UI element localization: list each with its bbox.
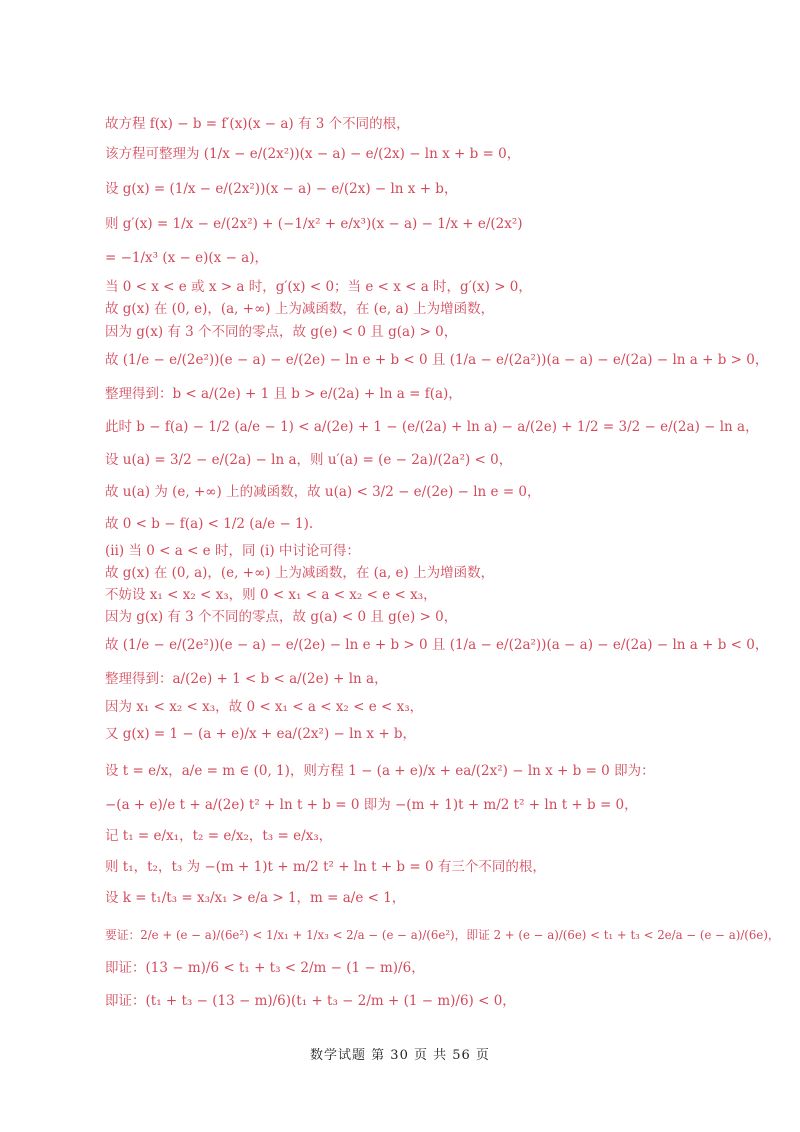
solution-line-12: 设 u(a) = 3/2 − e/(2a) − ln a，则 u′(a) = (e − 2a)/(2a²) < 0， [105,452,513,468]
solution-line-4: 则 g′(x) = 1/x − e/(2x²) + (−1/x² + e/x³)(x − a) − 1/x + e/(2x²) [105,216,523,232]
solution-line-17: 不妨设 x₁ < x₂ < x₃，则 0 < x₁ < a < x₂ < e < x₃， [105,587,437,603]
solution-line-1: 故方程 f(x) − b = f′(x)(x − a) 有 3 个不同的根， [105,116,410,132]
solution-line-7: 故 g(x) 在 (0, e)，(a, +∞) 上为减函数，在 (e, a) 上为增函数， [105,301,495,317]
solution-line-30: 即证：(t₁ + t₃ − (13 − m)/6)(t₁ + t₃ − 2/m + (1 − m)/6) < 0， [105,993,516,1009]
solution-line-22: 又 g(x) = 1 − (a + e)/x + ea/(2x²) − ln x + b， [105,726,417,742]
solution-line-20: 整理得到：a/(2e) + 1 < b < a/(2e) + ln a， [105,671,388,687]
solution-line-26: 则 t₁，t₂，t₃ 为 −(m + 1)t + m/2 t² + ln t + b = 0 有三个不同的根， [105,859,546,875]
solution-line-14: 故 0 < b − f(a) < 1/2 (a/e − 1). [105,516,314,532]
solution-line-25: 记 t₁ = e/x₁，t₂ = e/x₂，t₃ = e/x₃， [105,828,333,844]
solution-line-28: 要证：2/e + (e − a)/(6e²) < 1/x₁ + 1/x₃ < 2/a − (e − a)/(6e²)，即证 2 + (e − a)/(6e) < t₁ + t₃ < 2e/a − (e − a)/(6e)， [105,928,780,942]
solution-line-24: −(a + e)/e t + a/(2e) t² + ln t + b = 0 即为 −(m + 1)t + m/2 t² + ln t + b = 0， [105,797,638,813]
solution-line-10: 整理得到：b < a/(2e) + 1 且 b > e/(2a) + ln a = f(a)， [105,386,462,402]
solution-line-3: 设 g(x) = (1/x − e/(2x²))(x − a) − e/(2x) − ln x + b， [105,181,458,197]
solution-line-6: 当 0 < x < e 或 x > a 时，g′(x) < 0；当 e < x < a 时，g′(x) > 0， [105,279,532,295]
solution-line-15: (ⅱ) 当 0 < a < e 时，同 (ⅰ) 中讨论可得： [105,543,360,559]
solution-line-16: 故 g(x) 在 (0, a)，(e, +∞) 上为减函数，在 (a, e) 上为增函数， [105,565,495,581]
solution-line-5: = −1/x³ (x − e)(x − a)， [105,250,268,266]
solution-line-18: 因为 g(x) 有 3 个不同的零点，故 g(a) < 0 且 g(e) > 0， [105,609,458,625]
solution-line-9: 故 (1/e − e/(2e²))(e − a) − e/(2e) − ln e + b < 0 且 (1/a − e/(2a²))(a − a) − e/(2a) − ln a + b > 0， [105,352,769,368]
page-footer: 数学试题 第 30 页 共 56 页 [310,1048,490,1063]
solution-line-8: 因为 g(x) 有 3 个不同的零点，故 g(e) < 0 且 g(a) > 0， [105,324,458,340]
solution-line-21: 因为 x₁ < x₂ < x₃，故 0 < x₁ < a < x₂ < e < x₃， [105,699,424,715]
solution-line-27: 设 k = t₁/t₃ = x₃/x₁ > e/a > 1，m = a/e < 1， [105,890,406,906]
solution-line-2: 该方程可整理为 (1/x − e/(2x²))(x − a) − e/(2x) − ln x + b = 0， [105,146,521,162]
solution-line-13: 故 u(a) 为 (e, +∞) 上的减函数，故 u(a) < 3/2 − e/(2e) − ln e = 0， [105,484,541,500]
solution-line-11: 此时 b − f(a) − 1/2 (a/e − 1) < a/(2e) + 1 − (e/(2a) + ln a) − a/(2e) + 1/2 = 3/2 − e/(2a) − ln a， [105,419,759,435]
solution-line-19: 故 (1/e − e/(2e²))(e − a) − e/(2e) − ln e + b > 0 且 (1/a − e/(2a²))(a − a) − e/(2a) − ln a + b < 0， [105,637,769,653]
solution-line-29: 即证：(13 − m)/6 < t₁ + t₃ < 2/m − (1 − m)/6， [105,960,425,976]
solution-line-23: 设 t = e/x，a/e = m ∈ (0, 1)，则方程 1 − (a + e)/x + ea/(2x²) − ln x + b = 0 即为： [105,763,655,779]
